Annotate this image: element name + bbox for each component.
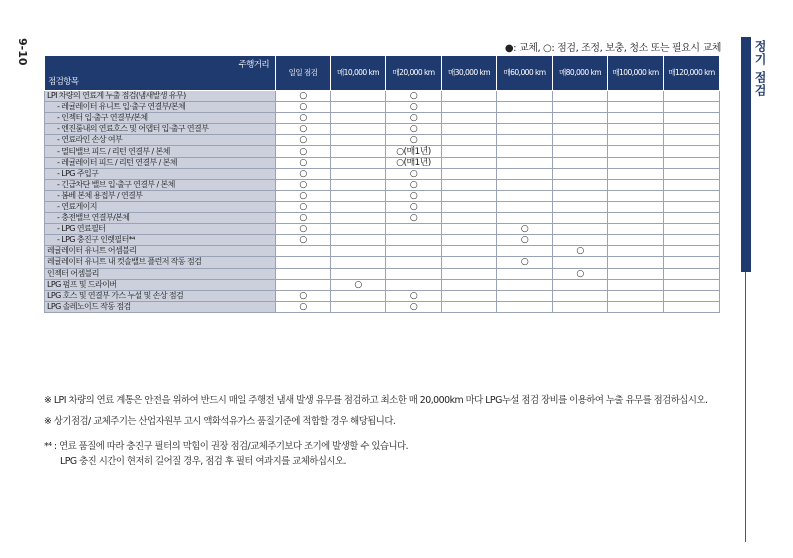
header-corner-cell (45, 56, 276, 91)
schedule-cell (331, 301, 386, 312)
schedule-cell: ○ (276, 224, 331, 235)
schedule-cell (553, 146, 608, 157)
column-header: 매120,000 km (664, 56, 720, 91)
schedule-cell (442, 257, 497, 268)
schedule-cell: ○(매1년) (386, 157, 442, 168)
column-header: 매100,000 km (608, 56, 664, 91)
schedule-cell (608, 113, 664, 124)
table-row (45, 224, 720, 235)
schedule-cell (664, 246, 720, 257)
schedule-cell (608, 279, 664, 290)
schedule-cell: ○ (276, 102, 331, 113)
schedule-cell: ○ (276, 157, 331, 168)
schedule-cell: ○ (276, 190, 331, 201)
schedule-cell (497, 102, 553, 113)
items-label: 점검항목 (48, 77, 79, 87)
schedule-cell (331, 168, 386, 179)
schedule-cell: ○ (386, 102, 442, 113)
schedule-cell (608, 146, 664, 157)
schedule-cell (331, 201, 386, 212)
schedule-cell: ○ (276, 213, 331, 224)
table-row (45, 246, 720, 257)
footnote-filter: *⁴ : 연료 품질에 따라 충진구 필터의 막힘이 권장 점검/교체주기보다 조기에 발생할 수 있습니다. (44, 441, 409, 452)
schedule-cell (331, 157, 386, 168)
schedule-cell: ○ (386, 113, 442, 124)
schedule-cell (442, 124, 497, 135)
schedule-cell: ○ (386, 290, 442, 301)
schedule-cell: ○ (386, 124, 442, 135)
schedule-cell: ○ (553, 246, 608, 257)
schedule-cell (331, 179, 386, 190)
schedule-cell (608, 102, 664, 113)
schedule-cell (664, 268, 720, 279)
row-item-label: 인젝터 어셈블리 (45, 268, 276, 279)
schedule-cell (553, 113, 608, 124)
schedule-cell: ○ (386, 213, 442, 224)
table-row (45, 190, 720, 201)
chapter-tab (741, 37, 751, 272)
row-item-label: - 충전밸브 연결부/본체 (45, 213, 276, 224)
schedule-cell (664, 190, 720, 201)
schedule-cell: ○ (386, 190, 442, 201)
schedule-cell (608, 290, 664, 301)
schedule-cell (497, 201, 553, 212)
schedule-cell (442, 113, 497, 124)
footnote-filter-cont: LPG 충진 시간이 현저히 길어질 경우, 점검 후 필터 여과지를 교체하십시오. (60, 456, 346, 467)
schedule-cell (386, 279, 442, 290)
schedule-cell (553, 179, 608, 190)
maintenance-schedule-table (44, 55, 720, 313)
schedule-cell (553, 157, 608, 168)
table-row (45, 157, 720, 168)
column-header: 매60,000 km (497, 56, 553, 91)
schedule-cell (497, 113, 553, 124)
table-row (45, 179, 720, 190)
schedule-cell (608, 190, 664, 201)
table-row (45, 301, 720, 312)
schedule-cell (442, 146, 497, 157)
schedule-cell (386, 268, 442, 279)
schedule-cell (497, 135, 553, 146)
schedule-cell (553, 257, 608, 268)
note-fuel-leak: ※ LPI 차량의 연료 계통은 안전을 위하여 반드시 매일 주행전 냄새 발생 유무를 점검하고 최소한 매 20,000km 마다 LPG누설 점검 장비를 이용하여 누출 유무를 점검하십시오. (44, 395, 708, 406)
schedule-cell (331, 91, 386, 102)
schedule-cell (608, 268, 664, 279)
schedule-cell (553, 102, 608, 113)
schedule-cell (442, 279, 497, 290)
chapter-title: 정기 점검 (753, 40, 767, 98)
schedule-cell (664, 91, 720, 102)
schedule-cell (442, 224, 497, 235)
schedule-cell (664, 168, 720, 179)
schedule-cell: ○ (331, 279, 386, 290)
mileage-label: 주행거리 (238, 60, 269, 70)
schedule-cell (664, 146, 720, 157)
schedule-cell (664, 235, 720, 246)
schedule-cell: ○ (276, 146, 331, 157)
schedule-cell (553, 224, 608, 235)
schedule-cell (608, 224, 664, 235)
schedule-cell (331, 135, 386, 146)
page-number: 9-10 (16, 38, 29, 66)
schedule-cell (608, 157, 664, 168)
schedule-cell (553, 124, 608, 135)
row-item-label: - 연료라인 손상 여부 (45, 135, 276, 146)
row-item-label: - 긴급차단 밸브 입·출구 연결부 / 본체 (45, 179, 276, 190)
schedule-cell (442, 135, 497, 146)
schedule-cell (664, 179, 720, 190)
schedule-cell (553, 91, 608, 102)
schedule-cell: ○ (497, 257, 553, 268)
schedule-cell (497, 279, 553, 290)
schedule-cell (608, 301, 664, 312)
column-header: 매30,000 km (442, 56, 497, 91)
table-row (45, 201, 720, 212)
schedule-cell (497, 124, 553, 135)
row-item-label: - 레귤레이터 유니트 입·출구 연결부/본체 (45, 102, 276, 113)
schedule-cell (553, 235, 608, 246)
row-item-label: - 레귤레이터 피드 / 리턴 연결부 / 본체 (45, 157, 276, 168)
schedule-cell (608, 135, 664, 146)
schedule-cell (664, 113, 720, 124)
schedule-cell: ○ (276, 168, 331, 179)
schedule-cell: ○ (386, 301, 442, 312)
schedule-cell: ○ (553, 268, 608, 279)
schedule-cell (497, 168, 553, 179)
table-row (45, 102, 720, 113)
schedule-cell (664, 213, 720, 224)
schedule-cell (553, 301, 608, 312)
schedule-cell (664, 102, 720, 113)
schedule-cell (442, 246, 497, 257)
schedule-cell (497, 91, 553, 102)
schedule-cell (608, 213, 664, 224)
row-item-label: - 멀티밸브 피드 / 리턴 연결부 / 본체 (45, 146, 276, 157)
schedule-cell (664, 290, 720, 301)
row-item-label: - LPG 주입구 (45, 168, 276, 179)
table-row (45, 213, 720, 224)
column-header: 매10,000 km (331, 56, 386, 91)
schedule-cell (331, 102, 386, 113)
schedule-cell (442, 179, 497, 190)
row-item-label: - 엔진룸내의 연료호스 및 어댑터 입·출구 연결부 (45, 124, 276, 135)
notes-section (44, 393, 724, 469)
note-interval-condition: ※ 상기점검/ 교체주기는 산업자원부 고시 액화석유가스 품질기준에 적합할 경우 해당됩니다. (44, 416, 396, 427)
schedule-cell (553, 279, 608, 290)
schedule-cell (442, 301, 497, 312)
schedule-cell (331, 257, 386, 268)
schedule-cell (608, 235, 664, 246)
table-row (45, 268, 720, 279)
schedule-cell: ○ (276, 135, 331, 146)
schedule-cell (331, 224, 386, 235)
row-item-label: 레귤레이터 유니트 어셈블리 (45, 246, 276, 257)
schedule-cell (276, 257, 331, 268)
schedule-cell (497, 290, 553, 301)
schedule-cell (608, 201, 664, 212)
schedule-cell (442, 290, 497, 301)
schedule-cell (608, 257, 664, 268)
schedule-cell (331, 235, 386, 246)
schedule-cell (442, 190, 497, 201)
schedule-cell (608, 246, 664, 257)
schedule-cell (608, 179, 664, 190)
schedule-cell: ○ (386, 135, 442, 146)
schedule-cell (664, 135, 720, 146)
schedule-cell (442, 91, 497, 102)
table-row (45, 168, 720, 179)
schedule-cell: ○ (386, 201, 442, 212)
schedule-cell (331, 113, 386, 124)
schedule-cell: ○(매1년) (386, 146, 442, 157)
schedule-cell (553, 135, 608, 146)
table-header-row (45, 56, 720, 91)
schedule-cell (664, 124, 720, 135)
row-item-label: - 봄베 본체 용접부 / 연결부 (45, 190, 276, 201)
schedule-cell (331, 246, 386, 257)
row-item-label: - LPG 충진구 인렛필터*⁴ (45, 235, 276, 246)
schedule-cell (386, 235, 442, 246)
schedule-cell: ○ (497, 235, 553, 246)
schedule-cell: ○ (276, 179, 331, 190)
table-row (45, 135, 720, 146)
schedule-cell (553, 201, 608, 212)
column-header: 매80,000 km (553, 56, 608, 91)
schedule-cell (497, 246, 553, 257)
schedule-cell (497, 157, 553, 168)
schedule-cell: ○ (276, 301, 331, 312)
schedule-cell (276, 246, 331, 257)
schedule-cell (386, 257, 442, 268)
schedule-cell (331, 190, 386, 201)
schedule-cell: ○ (276, 91, 331, 102)
schedule-cell (608, 91, 664, 102)
schedule-cell (497, 146, 553, 157)
table-row (45, 257, 720, 268)
schedule-cell (608, 168, 664, 179)
table-row (45, 290, 720, 301)
schedule-cell (442, 201, 497, 212)
schedule-cell (497, 190, 553, 201)
schedule-cell (331, 213, 386, 224)
schedule-cell (553, 290, 608, 301)
row-item-label: LPG 솔레노이드 작동 점검 (45, 301, 276, 312)
schedule-cell: ○ (386, 168, 442, 179)
schedule-cell: ○ (386, 91, 442, 102)
schedule-cell: ○ (386, 179, 442, 190)
column-header: 일일 점검 (276, 56, 331, 91)
schedule-cell (664, 157, 720, 168)
row-item-label: LPG 호스 및 연결부 가스 누설 및 손상 점검 (45, 290, 276, 301)
row-item-label: - 연료게이지 (45, 201, 276, 212)
schedule-cell (442, 157, 497, 168)
schedule-cell: ○ (497, 224, 553, 235)
schedule-cell: ○ (276, 113, 331, 124)
schedule-cell (331, 290, 386, 301)
row-item-label: 레귤레이터 유니트 내 컷솔밸브 플런저 작동 점검 (45, 257, 276, 268)
schedule-cell (497, 268, 553, 279)
table-row (45, 146, 720, 157)
schedule-cell (442, 213, 497, 224)
schedule-cell (276, 268, 331, 279)
schedule-cell (331, 146, 386, 157)
schedule-cell (553, 190, 608, 201)
schedule-cell (664, 257, 720, 268)
schedule-cell: ○ (276, 124, 331, 135)
schedule-cell: ○ (276, 201, 331, 212)
table-row (45, 235, 720, 246)
schedule-cell (664, 279, 720, 290)
schedule-cell (442, 235, 497, 246)
table-row (45, 91, 720, 102)
schedule-cell (553, 213, 608, 224)
schedule-cell (553, 168, 608, 179)
schedule-cell: ○ (276, 235, 331, 246)
schedule-cell (664, 201, 720, 212)
schedule-cell (331, 268, 386, 279)
schedule-cell (664, 301, 720, 312)
row-item-label: - 인젝터 입·출구 연결부/본체 (45, 113, 276, 124)
column-header: 매20,000 km (386, 56, 442, 91)
schedule-cell: ○ (276, 290, 331, 301)
schedule-cell (497, 213, 553, 224)
schedule-cell (276, 279, 331, 290)
schedule-cell (331, 124, 386, 135)
row-item-label: LPI 차량의 연료계 누출 점검(냄새발생 유무) (45, 91, 276, 102)
schedule-cell (442, 102, 497, 113)
table-row (45, 124, 720, 135)
table-row (45, 279, 720, 290)
row-item-label: - LPG 연료필터 (45, 224, 276, 235)
table-body (45, 91, 720, 313)
schedule-cell (664, 224, 720, 235)
schedule-cell (442, 268, 497, 279)
schedule-cell (386, 246, 442, 257)
table-row (45, 113, 720, 124)
legend-text: ●: 교체, ○: 점검, 조정, 보충, 청소 또는 필요시 교체 (504, 43, 721, 54)
margin-rule (745, 272, 746, 542)
schedule-cell (608, 124, 664, 135)
schedule-cell (386, 224, 442, 235)
schedule-cell (442, 168, 497, 179)
schedule-cell (497, 301, 553, 312)
row-item-label: LPG 펌프 및 드라이버 (45, 279, 276, 290)
schedule-cell (497, 179, 553, 190)
